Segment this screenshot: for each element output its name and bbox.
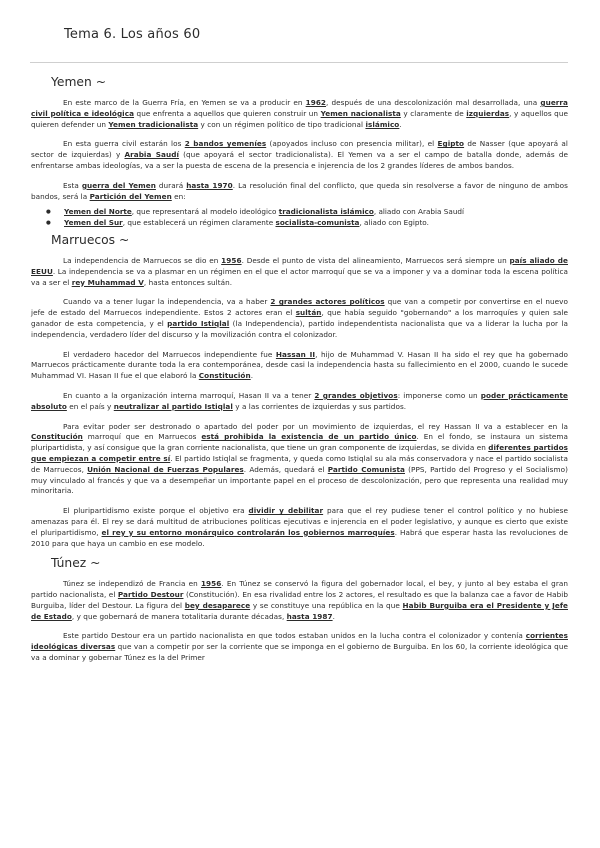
text-run: en: <box>171 191 186 201</box>
list-item <box>31 218 568 229</box>
text-run: . Habrá que esperar hasta las revoluciones de 2010 para que haya un cambio en ese modelo. <box>31 527 568 548</box>
text-run: El pluripartidismo existe porque el objetivo era <box>63 506 249 516</box>
text-run: , que representará al modelo ideológico <box>131 207 279 217</box>
text-run: , que había seguido "gobernando" a los marroquíes y quien sale ganador de esta competencia, y el <box>31 308 568 328</box>
text-run: En esta guerra civil estarán los <box>63 139 185 149</box>
text-run: (PPS, Partido del Progreso y el Socialismo) muy vinculado al francés y que va a desempeñar un importante papel en el proceso de descolonización, pero que representa una realidad muy minoritaria. <box>31 464 568 496</box>
paragraph <box>31 139 568 171</box>
text-run: La independencia de Marruecos se dio en <box>63 255 222 265</box>
text-run: y claramente de <box>400 108 467 118</box>
paragraph <box>31 297 568 340</box>
emphasized-term: 1956 <box>221 255 242 265</box>
text-run: , después de una descolonización mal desarrollada, una <box>326 98 541 107</box>
text-run: (Constitución). En esa rivalidad entre los 2 actores, el resultado es que la balanza cae a favor de Habib Burguiba, líder del Destour. La figura del <box>31 590 569 610</box>
emphasized-term: Partido Comunista <box>327 464 405 474</box>
text-run: , aliado con Egipto. <box>359 218 429 228</box>
text-run: . La independencia se va a plasmar en un régimen en el que el actor marroquí que se va a imponer y va a dominar toda la escena política va a ser el <box>31 266 568 287</box>
emphasized-term: Partición del Yemen <box>89 191 172 201</box>
emphasized-term: Arabia Saudí <box>124 150 179 160</box>
emphasized-term: 2 bandos yemeníes <box>184 139 267 149</box>
emphasized-term: 1956 <box>200 579 222 589</box>
emphasized-term: Yemen tradicionalista <box>108 119 199 129</box>
text-run: . En el fondo, se instaura un sistema pluripartidista, y así consigue que la gran corriente nacionalista, que tiene un gran componente de izquierdas, se divida en <box>31 432 569 453</box>
emphasized-term: guerra del Yemen <box>81 180 156 190</box>
text-run: , que establecerá un régimen claramente <box>122 218 276 228</box>
page-title: Tema 6. Los años 60 <box>64 27 201 42</box>
text-run: , y aquellos que quieren defender un <box>31 108 568 129</box>
text-run: Cuando va a tener lugar la independencia, va a haber <box>63 297 271 307</box>
text-run: en el país y <box>66 401 114 411</box>
text-run: . <box>332 611 335 621</box>
text-run: En este marco de la Guerra Fría, en Yemen se va a producir en <box>63 98 306 107</box>
emphasized-term: hasta 1970 <box>186 180 233 190</box>
text-run: . En Túnez se conservó la figura del gobernador local, el bey, y junto al bey estaba el gran partido nacionalista, el <box>31 579 568 600</box>
emphasized-term: tradicionalista islámico <box>278 207 374 217</box>
emphasized-term: Hassan II <box>275 349 316 359</box>
text-run: y a las corrientes de izquierdas y sus partidos. <box>232 401 407 411</box>
paragraph <box>31 422 568 498</box>
emphasized-term: partido Istiqlal <box>167 318 230 328</box>
emphasized-term: izquierdas <box>466 108 510 118</box>
text-run: durará <box>155 180 187 190</box>
emphasized-term: Constitución <box>31 432 83 442</box>
text-run: de Nasser (que apoyará al sector de izquierdas) y <box>31 139 568 160</box>
emphasized-term: diferentes partidos que empiezan a competir entre sí <box>31 443 568 463</box>
emphasized-term: Yemen del Sur <box>64 218 123 228</box>
paragraph <box>31 181 568 203</box>
emphasized-term: sultán <box>295 308 322 318</box>
text-run: . La resolución final del conflicto, que queda sin resolverse a favor de ninguno de ambos bandos, será la <box>31 180 568 201</box>
text-run: El verdadero hacedor del Marruecos independiente fue <box>63 349 276 359</box>
text-run: (apoyados incluso con presencia militar), el <box>266 139 438 149</box>
text-run: Esta <box>63 180 82 190</box>
emphasized-term: rey Muhammad V <box>71 277 144 287</box>
paragraph <box>31 391 568 413</box>
text-run: En cuanto a la organización interna marroquí, Hasan II va a tener <box>63 390 315 400</box>
paragraph <box>31 579 568 622</box>
emphasized-term: neutralizar al partido Istiqlal <box>113 401 233 411</box>
text-run: : imponerse como un <box>397 390 481 400</box>
text-run: que van a competir por ser la corriente que se imponga en el gobierno de Burguiba. En los 60, la corriente ideológica que va a dominar y gobernar Túnez es la del Primer <box>31 642 568 663</box>
section-heading-tunez: Túnez ~ <box>51 556 101 571</box>
emphasized-term: hasta 1987 <box>286 611 333 621</box>
emphasized-term: guerra civil política e ideológica <box>31 98 568 118</box>
document-body <box>31 74 568 664</box>
emphasized-term: corrientes ideológicas diversas <box>31 631 568 652</box>
text-run: , aliado con Arabia Saudí <box>373 207 465 217</box>
emphasized-term: 1962 <box>305 98 327 107</box>
text-run: . <box>399 119 402 129</box>
emphasized-term: país aliado de EEUU <box>31 255 568 276</box>
section-heading-marruecos: Marruecos ~ <box>51 232 130 247</box>
section-heading-yemen: Yemen ~ <box>51 75 106 89</box>
emphasized-term: Unión Nacional de Fuerzas Populares <box>87 464 244 474</box>
emphasized-term: 2 grandes objetivos <box>314 390 398 400</box>
text-run: , y que gobernará de manera totalitaria durante décadas, <box>71 611 287 621</box>
text-run: marroquí que en Marruecos <box>82 432 202 442</box>
text-run: para que el rey pudiese tener el control político y no hubiese amenazas para él. El rey se dará multitud de atribuciones políticas ejecutivas e injerencia en el poder legislativo, y aunque es cierto que existe el pluripartidismo, <box>31 506 568 537</box>
emphasized-term: poder prácticamente absoluto <box>31 390 568 411</box>
emphasized-term: Constitución <box>198 371 251 381</box>
emphasized-term: Egipto <box>437 139 465 149</box>
emphasized-term: bey desaparece <box>184 600 251 610</box>
emphasized-term: Partido Destour <box>117 590 184 600</box>
emphasized-term: el rey y su entorno monárquico controlarán los gobiernos marroquíes <box>101 527 395 537</box>
text-run: que van a competir por convertirse en el nuevo jefe de estado del Marruecos independiente. Estos 2 actores eran el <box>31 297 569 318</box>
paragraph <box>31 631 568 663</box>
paragraph <box>31 98 568 130</box>
text-run: Túnez se independizó de Francia en <box>63 579 201 589</box>
list-item <box>31 207 568 218</box>
text-run: . Desde el punto de vista del alineamiento, Marruecos será siempre un <box>241 255 510 265</box>
text-run: Para evitar poder ser destronado o apartado del poder por un movimiento de izquierdas, el rey Hassan II va a establecer en la <box>63 421 568 431</box>
emphasized-term: socialista-comunista <box>275 218 360 228</box>
text-run: . El partido Istiqlal se fragmenta, y queda como Istiqlal su ala más conservadora y nace el partido socialista de Marruecos, <box>31 453 568 474</box>
paragraph <box>31 350 568 382</box>
text-run: . <box>250 371 254 381</box>
paragraph <box>31 256 568 288</box>
emphasized-term: islámico <box>365 119 400 129</box>
paragraph <box>31 506 568 549</box>
text-run: . Además, quedará el <box>243 464 328 474</box>
emphasized-term: dividir y debilitar <box>248 506 324 516</box>
text-run: que enfrenta a aquellos que quieren construir un <box>134 108 321 118</box>
emphasized-term: está prohibida la existencia de un partido único <box>201 432 417 442</box>
bullet-list <box>31 207 568 229</box>
text-run: y con un régimen político de tipo tradicional <box>198 119 366 129</box>
text-run: , hasta entonces sultán. <box>143 277 233 287</box>
title-divider <box>30 62 568 63</box>
text-run: y se constituye una república en la que <box>250 600 403 610</box>
text-run: (que apoyará el sector tradicionalista). El Yemen va a ser el campo de batalla donde, además de enfrentarse ambas ideologías, va a ser la puesta de escena de la presencia e injerencia de los 2 grandes líderes de ambos bandos. <box>31 150 569 170</box>
text-run: (la Independencia), partido independentista nacionalista que va a liderar la lucha por la independencia, verdadero líder del discurso y la movilización contra el colonizador. <box>31 318 568 339</box>
emphasized-term: Yemen del Norte <box>64 207 132 217</box>
emphasized-term: Yemen nacionalista <box>320 108 401 118</box>
emphasized-term: Habib Burguiba era el Presidente y Jefe de Estado <box>31 600 569 621</box>
text-run: , hijo de Muhammad V. Hasan II ha sido el rey que ha gobernado Marruecos prácticamente durante toda la era contemporánea, desde casi la independencia hasta su fallecimiento en el 2000, cuando le sucede Muhammad VI. Hasan II fue el que elaboró la <box>31 349 569 381</box>
text-run: Este partido Destour era un partido nacionalista en que todos estaban unidos en la lucha contra el colonizador y contenía <box>63 631 526 641</box>
emphasized-term: 2 grandes actores políticos <box>270 297 385 307</box>
